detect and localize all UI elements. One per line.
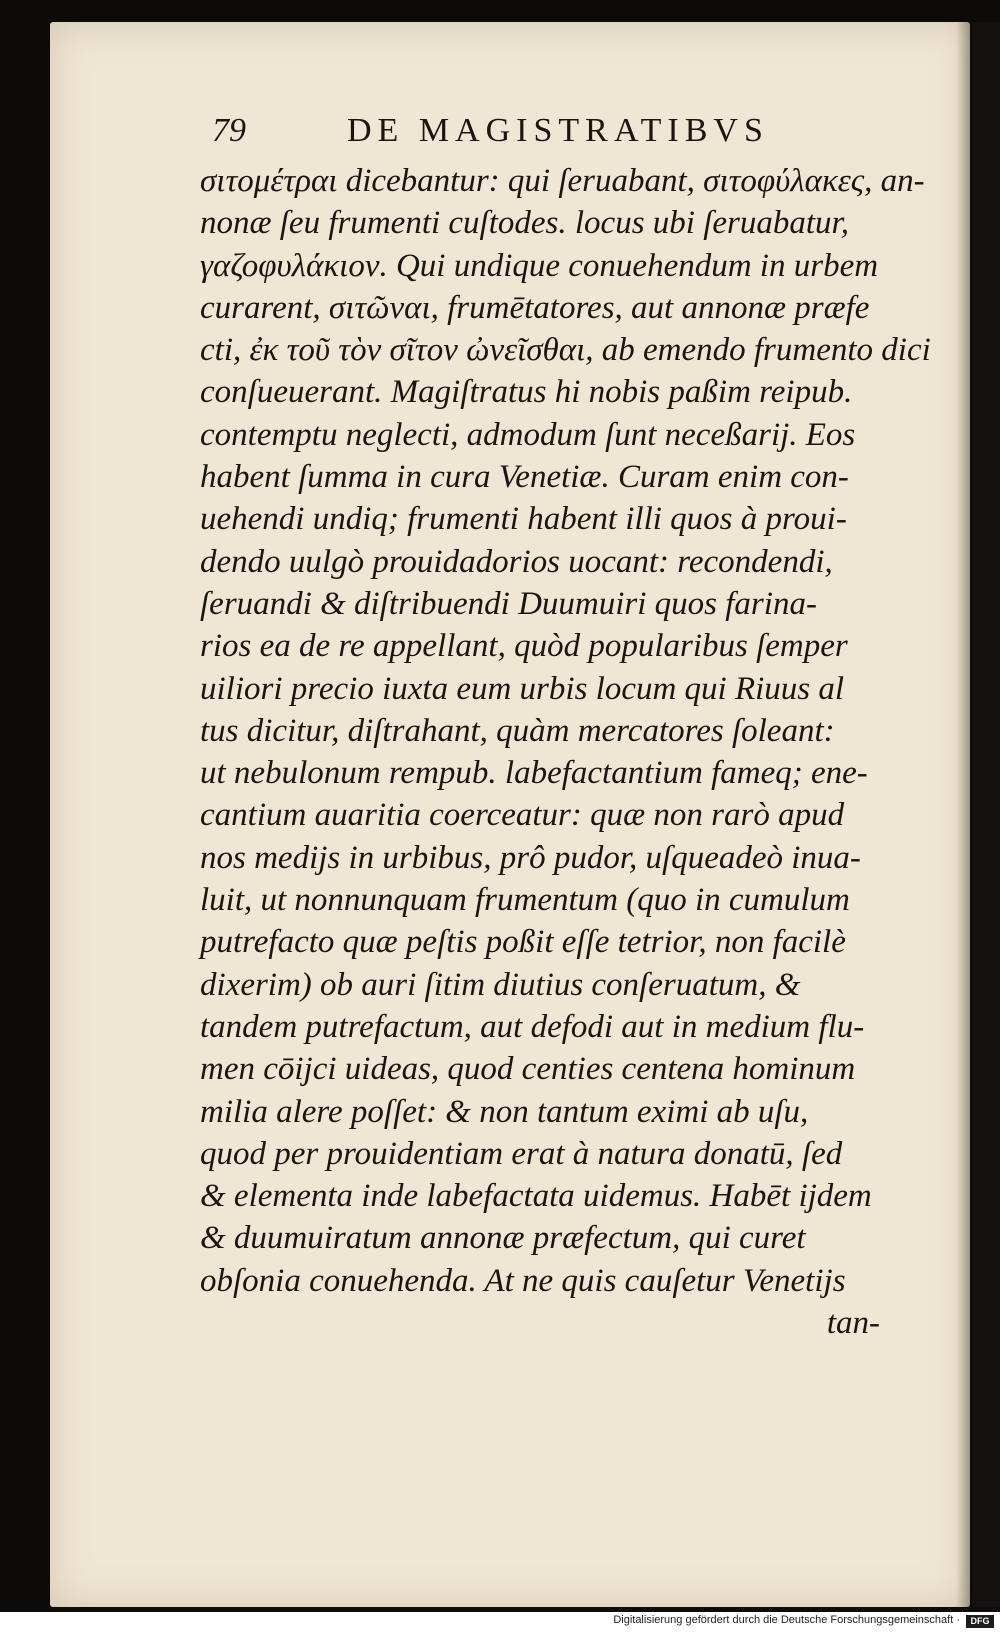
- text-line: cti, ἐκ τοῦ τὸν σῖτον ὠνεῖσθαι, ab emendo frumento dici: [200, 332, 931, 369]
- page-header: [212, 112, 852, 162]
- text-line: nonæ ſeu frumenti cuſtodes. locus ubi ſeruabatur,: [200, 205, 849, 242]
- text-line: luit, ut nonnunquam frumentum (quo in cumulum: [200, 882, 850, 919]
- text-line: uehendi undiq; frumenti habent illi quos à proui-: [200, 501, 847, 538]
- text-line: quod per prouidentiam erat à natura donatū, ſed: [200, 1135, 843, 1172]
- text-line: cantium auaritia coerceatur: quæ non rarò apud: [200, 797, 845, 834]
- text-line: contemptu neglecti, admodum ſunt neceßarij. Eos: [200, 416, 856, 453]
- text-line: uiliori precio iuxta eum urbis locum qui Riuus al: [200, 670, 845, 707]
- text-line: nos medijs in urbibus, prô pudor, uſqueadeò inua-: [200, 839, 861, 876]
- digitization-footer: [0, 1612, 1000, 1632]
- text-line: tandem putrefactum, aut defodi aut in medium flu-: [200, 1008, 865, 1045]
- text-line: dendo uulgò prouidadorios uocant: recondendi,: [200, 543, 833, 580]
- text-line: ut nebulonum rempub. labefactantium fameq; ene-: [200, 755, 868, 792]
- facing-page-edge: [972, 22, 1000, 1607]
- dfg-logo: DFG: [966, 1615, 994, 1628]
- running-title: DE MAGISTRATIBVS: [347, 112, 769, 149]
- text-line: conſueuerant. Magiſtratus hi nobis paßim reipub.: [200, 374, 853, 411]
- text-line: milia alere poſſet: & non tantum eximi ab uſu,: [200, 1093, 809, 1130]
- text-line: curarent, σιτῶναι, frumētatores, aut annonæ præfe: [200, 289, 870, 326]
- text-line: & elementa inde labefactata uidemus. Habēt ijdem: [200, 1178, 872, 1215]
- text-line: obſonia conuehenda. At ne quis cauſetur Venetijs: [200, 1262, 846, 1299]
- page-number: 79: [212, 112, 246, 149]
- text-line: tus dicitur, diſtrahant, quàm mercatores ſoleant:: [200, 712, 835, 749]
- text-line: σιτομέτραι dicebantur: qui ſeruabant, σιτοφύλακες, an-: [200, 163, 925, 199]
- text-line: γαζοφυλάκιον. Qui undique conuehendum in urbem: [200, 247, 879, 284]
- body-text: [200, 160, 931, 1344]
- text-line: ſeruandi & diſtribuendi Duumuiri quos farina-: [200, 585, 817, 622]
- text-line: men cōijci uideas, quod centies centena hominum: [200, 1051, 856, 1088]
- text-line: rios ea de re appellant, quòd popularibus ſemper: [200, 628, 848, 665]
- text-line: putrefacto quæ peſtis poßit eſſe tetrior, non facilè: [200, 924, 846, 961]
- text-line: dixerim) ob auri ſitim diutius conſeruatum, &: [200, 966, 801, 1003]
- catchword: tan-: [826, 1305, 880, 1342]
- page-edge-shadow: [956, 22, 970, 1607]
- text-line: & duumuiratum annonæ præfectum, qui curet: [200, 1220, 806, 1257]
- text-line: habent ſumma in cura Venetiæ. Curam enim con-: [200, 459, 849, 496]
- funding-credit: Digitalisierung gefördert durch die Deutsche Forschungsgemeinschaft ·: [613, 1614, 960, 1626]
